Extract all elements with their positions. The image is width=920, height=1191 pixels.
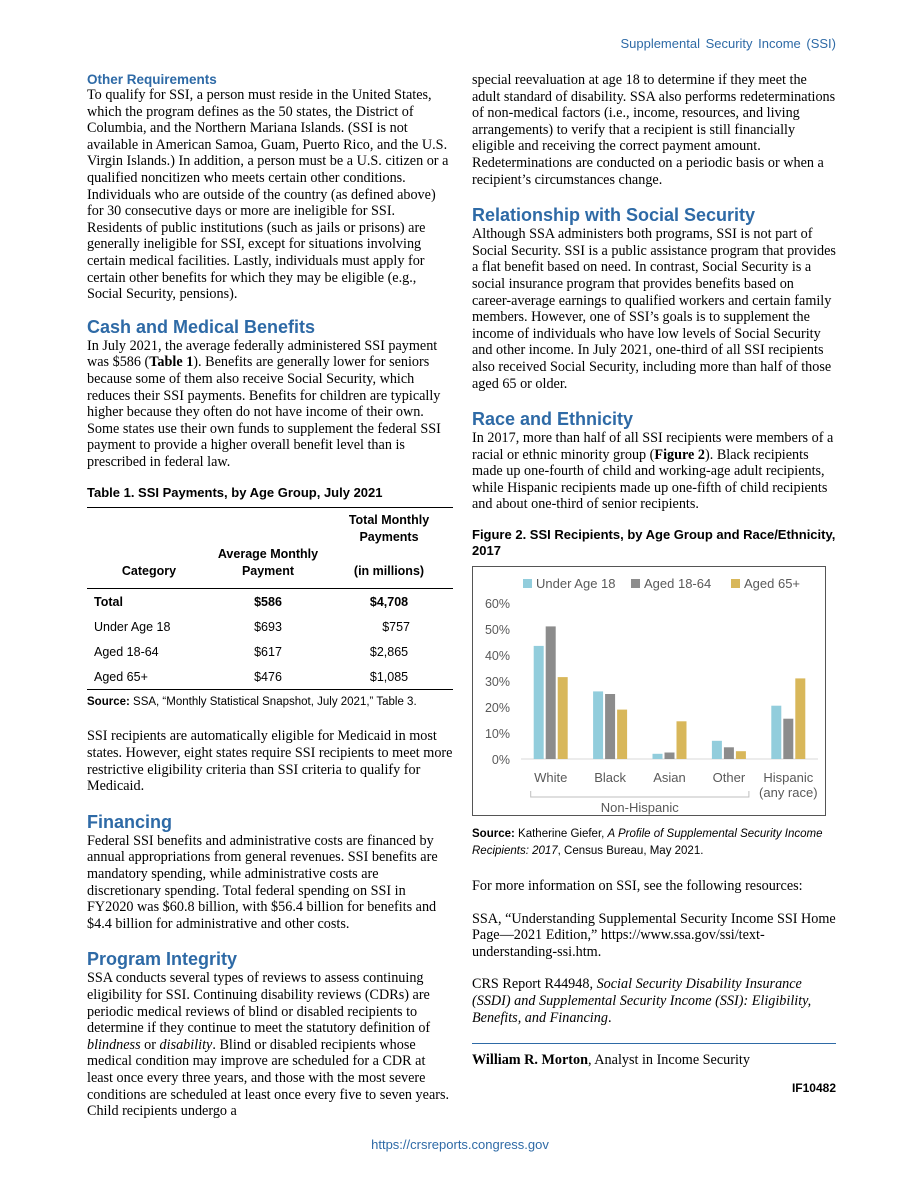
legend-swatch bbox=[523, 579, 532, 588]
bar-black-0 bbox=[593, 691, 603, 759]
integrity-text-part1: SSA conducts several types of reviews to assess continuing eligibility for SSI. Continuing disability reviews (CDRs) are periodic medical reviews of blind or disabled recipients to determine if they continue to meet the statutory definition of bbox=[87, 970, 431, 1037]
race-ethnicity-heading: Race and Ethnicity bbox=[472, 409, 634, 430]
document-id: IF10482 bbox=[791, 1081, 836, 1096]
other-requirements-heading: Other Requirements bbox=[87, 72, 217, 87]
figure-source-label: Source: bbox=[472, 828, 515, 841]
y-tick-label: 50% bbox=[484, 623, 510, 638]
x-tick-label: (any race) bbox=[759, 785, 818, 801]
continued-text: special reevaluation at age 18 to determine if they meet the adult standard of disability. SSA also performs redeterminations of non-medical factors (i.e., income, resources, and living arrangements) to verify that a recipient is still financially eligible and receiving the correct payment amount. Redeterminations are conducted on a periodic basis or when a recipient’s circumstances change. bbox=[472, 72, 836, 188]
col-header-total-line1: Total Monthly Payments bbox=[348, 513, 430, 545]
figure-2-reference: Figure 2 bbox=[654, 446, 705, 463]
x-tick-label: Other bbox=[712, 770, 746, 786]
legend-label: Aged 18-64 bbox=[644, 576, 712, 592]
chart-svg bbox=[473, 567, 825, 815]
bar-hispanic-1 bbox=[783, 719, 793, 759]
figure-source-note bbox=[472, 826, 836, 860]
program-integrity-text bbox=[87, 970, 453, 1119]
right-column bbox=[472, 72, 836, 1095]
bar-other-2 bbox=[736, 751, 746, 759]
financing-heading: Financing bbox=[87, 811, 172, 832]
col-header-category: Category bbox=[87, 508, 211, 589]
row-total: $1,085 bbox=[325, 664, 453, 690]
integrity-text-part3: . Blind or disabled recipients whose medical condition may improve are scheduled for a CDR at least once every three years, and those with the most severe conditions are scheduled at least once every five to seven years. Child recipients undergo a bbox=[87, 1036, 450, 1120]
resource-1: SSA, “Understanding Supplemental Security Income SSI Home Page—2021 Edition,” https://www.ssa.gov/ssi/text-understanding-ssi.htm. bbox=[472, 910, 836, 960]
legend-label: Under Age 18 bbox=[536, 576, 616, 592]
row-avg: $586 bbox=[254, 594, 282, 609]
author-line bbox=[472, 1043, 836, 1069]
y-tick-label: 40% bbox=[484, 649, 510, 664]
figure-2-chart bbox=[472, 566, 826, 816]
race-ethnicity-text bbox=[472, 430, 836, 513]
cash-benefits-heading: Cash and Medical Benefits bbox=[87, 316, 316, 337]
row-total: $2,865 bbox=[369, 644, 409, 659]
relationship-heading: Relationship with Social Security bbox=[472, 205, 756, 226]
figure-source-rest: , Census Bureau, May 2021. bbox=[557, 845, 704, 858]
resource-2-title: Social Security Disability Insurance (SSDI) and Supplemental Security Income (SSI): Eligibility, Benefits, and Financing bbox=[472, 976, 812, 1026]
y-tick-label: 60% bbox=[484, 597, 510, 612]
row-category: Aged 65+ bbox=[87, 664, 211, 690]
table-source-label: Source: bbox=[87, 696, 130, 709]
col-header-total-payments bbox=[325, 508, 453, 589]
race-text-part2: ). Black recipients made up one-fourth of child and working-age adult recipients, while Hispanic recipients made up one-fifth of child recipients and about one-third of senior recipients. bbox=[472, 446, 828, 513]
running-header: Supplemental Security Income (SSI) bbox=[620, 36, 836, 51]
bar-other-1 bbox=[724, 747, 734, 759]
cash-benefits-text bbox=[87, 338, 453, 471]
table-source-note bbox=[87, 696, 453, 708]
group-bracket bbox=[531, 791, 749, 797]
col-header-avg-payment: Average Monthly Payment bbox=[211, 508, 325, 589]
table-1-caption: Table 1. SSI Payments, by Age Group, July 2021 bbox=[87, 485, 383, 501]
row-total: $4,708 bbox=[369, 594, 409, 609]
table-header-row bbox=[87, 508, 453, 589]
author-name: William R. Morton bbox=[472, 1052, 588, 1069]
relationship-text: Although SSA administers both programs, SSI is not part of Social Security. SSI is a public assistance program that provides a flat benefit based on need. In contrast, Social Security is a social insurance program that provides benefits based on career-average earnings to qualified workers and certain family members. However, one of SSI’s goals is to supplement the income of individuals who have low levels of Social Security and other income. In July 2021, one-third of all SSI recipients also received Social Security, including more than half of those aged 65 or older. bbox=[472, 226, 836, 392]
y-tick-label: 0% bbox=[491, 753, 510, 768]
row-avg: $617 bbox=[254, 644, 282, 659]
table-row bbox=[87, 664, 453, 690]
integrity-em-blindness: blindness bbox=[87, 1036, 141, 1053]
table-row bbox=[87, 614, 453, 639]
integrity-em-disability: disability bbox=[159, 1036, 213, 1053]
bar-white-0 bbox=[534, 646, 544, 759]
bar-hispanic-0 bbox=[771, 706, 781, 759]
row-category: Total bbox=[94, 594, 123, 609]
x-tick-label: White bbox=[534, 770, 568, 786]
bar-asian-0 bbox=[653, 754, 663, 759]
table-row bbox=[87, 639, 453, 664]
figure-source-title: A Profile of Supplemental Security Income Recipients: 2017 bbox=[472, 828, 823, 858]
race-text-part1: In 2017, more than half of all SSI recipients were members of a racial or ethnic minority group ( bbox=[472, 430, 834, 463]
bar-asian-1 bbox=[665, 753, 675, 760]
resource-2-prefix: CRS Report R44948, bbox=[472, 976, 597, 993]
legend-swatch bbox=[631, 579, 640, 588]
bar-hispanic-2 bbox=[795, 678, 805, 759]
row-avg: $476 bbox=[211, 664, 325, 690]
bar-other-0 bbox=[712, 741, 722, 759]
bar-black-1 bbox=[605, 694, 615, 759]
x-tick-label: Hispanic bbox=[763, 770, 814, 786]
x-tick-label: Black bbox=[594, 770, 626, 786]
financing-text: Federal SSI benefits and administrative costs are financed by annual appropriations from general revenues. SSI benefits are mandatory spending, while administrative costs are discretionary spending. Total federal spending on SSI in FY2020 was $60.8 billion, with $56.4 billion for benefits and $4.4 billion for administrative and other costs. bbox=[87, 832, 438, 932]
ssi-payments-table bbox=[87, 507, 453, 690]
legend-label: Aged 65+ bbox=[744, 576, 801, 592]
table-row bbox=[87, 589, 453, 615]
resource-2 bbox=[472, 976, 836, 1026]
medicaid-text: SSI recipients are automatically eligible for Medicaid in most states. However, eight states require SSI recipients to meet more restrictive eligibility criteria than SSI criteria to qualify for Medicaid. bbox=[87, 728, 453, 795]
author-title: , Analyst in Income Security bbox=[588, 1052, 750, 1069]
table-1-reference: Table 1 bbox=[149, 354, 194, 371]
y-tick-label: 20% bbox=[484, 701, 510, 716]
other-requirements-text: To qualify for SSI, a person must reside in the United States, which the program defines as the 50 states, the District of Columbia, and the Northern Mariana Islands. (SSI is not available in American Samoa, Guam, Puerto Rico, and the U.S. Virgin Islands.) In addition, a person must be a U.S. citizen or a qualified noncitizen who meets certain other conditions. Individuals who are outside of the country (as defined above) for 30 consecutive days or more are ineligible for SSI. Residents of public institutions (such as jails or prisons) are generally ineligible for SSI, except for situations involving certain medical facilities. Lastly, individuals must apply for certain other benefits for which they may be eligible (e.g., Social Security, pensions). bbox=[87, 87, 449, 303]
legend-swatch bbox=[731, 579, 740, 588]
program-integrity-heading: Program Integrity bbox=[87, 949, 238, 970]
integrity-text-part2: or bbox=[140, 1036, 160, 1053]
left-column bbox=[87, 72, 453, 1120]
row-total: $757 bbox=[382, 619, 410, 634]
figure-2-caption: Figure 2. SSI Recipients, by Age Group and Race/Ethnicity, 2017 bbox=[472, 527, 836, 559]
cash-text-part1: In July 2021, the average federally administered SSI payment was $586 ( bbox=[87, 337, 438, 371]
y-tick-label: 30% bbox=[484, 675, 510, 690]
col-header-total-line2: (in millions) bbox=[353, 564, 425, 579]
row-category: Under Age 18 bbox=[94, 619, 171, 634]
cash-text-part2: ). Benefits are generally lower for seniors because some of them also receive Social Security, which reduces their SSI payments. Benefits for children are typically higher because they often do not have income of their own. Some states use their own funds to supplement the federal SSI payment to provide a higher overall benefit level than is prescribed in federal law. bbox=[87, 354, 441, 470]
y-tick-label: 10% bbox=[484, 727, 510, 742]
resource-2-suffix: . bbox=[607, 1009, 612, 1026]
bar-white-2 bbox=[558, 677, 568, 759]
x-tick-label: Asian bbox=[653, 770, 686, 786]
table-source-text: SSA, “Monthly Statistical Snapshot, July 2021,” Table 3. bbox=[133, 696, 417, 709]
bar-asian-2 bbox=[677, 721, 687, 759]
footer-url: https://crsreports.congress.gov bbox=[371, 1137, 549, 1152]
row-category: Aged 18-64 bbox=[94, 644, 159, 659]
bar-black-2 bbox=[617, 710, 627, 759]
figure-source-author: Katherine Giefer, bbox=[518, 828, 608, 841]
group-label: Non-Hispanic bbox=[600, 800, 679, 816]
bar-white-1 bbox=[546, 626, 556, 759]
more-info-text: For more information on SSI, see the following resources: bbox=[472, 878, 803, 895]
row-avg: $693 bbox=[254, 619, 282, 634]
